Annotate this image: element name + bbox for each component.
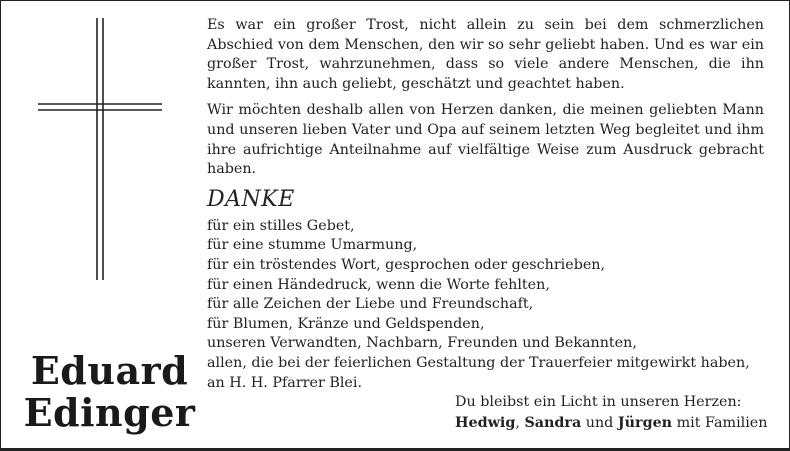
- list-item: für alle Zeichen der Liebe und Freundschaft,: [207, 296, 534, 313]
- name-separator: und: [581, 415, 618, 431]
- list-item: für ein stilles Gebet,: [207, 217, 355, 234]
- paragraph-comfort: Es war ein großer Trost, nicht allein zu sein bei dem schmerzlichen Abschied von dem Menschen, den wir so sehr geliebt haben. Und es war ein großer Trost, wahrzunehmen, dass so viele andere Menschen, die ihn kannten, ihn auch geliebt, geschätzt und geachtet haben.: [207, 17, 764, 92]
- mourner-name: Jürgen: [617, 415, 673, 431]
- list-item: für einen Händedruck, wenn die Worte fehlten,: [207, 276, 550, 293]
- mourner-name: Sandra: [524, 415, 582, 431]
- list-item: für eine stumme Umarmung,: [207, 237, 418, 254]
- deceased-first-name: Eduard: [30, 348, 189, 393]
- list-item: für ein tröstendes Wort, gesprochen oder geschrieben,: [207, 256, 606, 273]
- deceased-name: [22, 350, 197, 434]
- obituary-text: [207, 16, 764, 393]
- list-item: an H. H. Pfarrer Blei.: [207, 374, 362, 391]
- name-separator: ,: [515, 415, 525, 431]
- cross-icon: [38, 18, 162, 280]
- list-item: unseren Verwandten, Nachbarn, Freunden und Bekannten,: [207, 335, 637, 352]
- closing-signature: [455, 392, 773, 434]
- paragraph-gratitude: Wir möchten deshalb allen von Herzen danken, die meinen geliebten Mann und unseren lieben Vater und Opa auf seinem letzten Weg begleitet und ihm ihre aufrichtige Anteilnahme auf vielfältige Weise zum Ausdruck gebracht haben.: [207, 102, 764, 178]
- mourner-name: Hedwig: [455, 415, 516, 431]
- closing-message: Du bleibst ein Licht in unseren Herzen:: [455, 394, 742, 410]
- thanks-heading: DANKE: [207, 186, 295, 212]
- thanks-list: [207, 217, 764, 393]
- deceased-last-name: Edinger: [23, 390, 196, 435]
- mourners-line: [455, 413, 773, 434]
- family-suffix: mit Familien: [672, 415, 768, 431]
- list-item: allen, die bei der feierlichen Gestaltung der Trauerfeier mitgewirkt haben,: [207, 354, 750, 371]
- list-item: für Blumen, Kränze und Geldspenden,: [207, 315, 485, 332]
